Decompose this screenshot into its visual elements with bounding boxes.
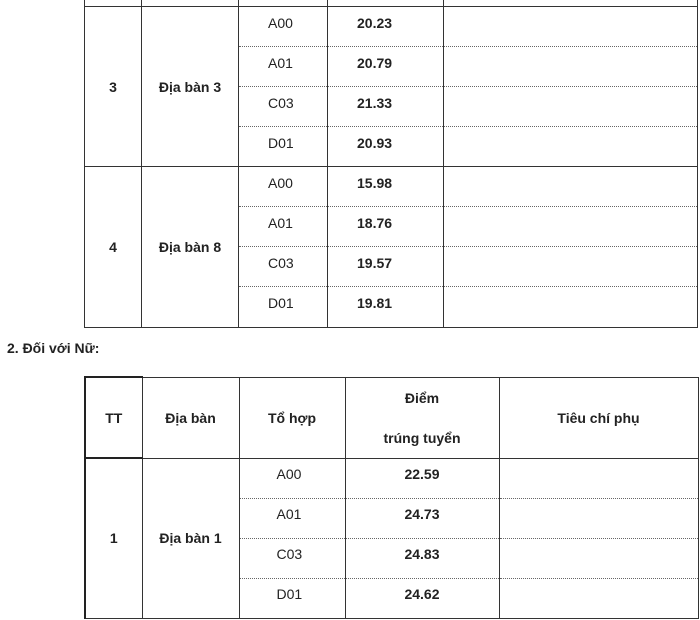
score-cell — [345, 578, 499, 618]
header-criteria: Tiêu chí phụ — [499, 377, 698, 458]
header-score-line1: Điểm — [404, 389, 440, 406]
score-value: 15.98 — [357, 174, 393, 191]
header-score — [345, 377, 499, 458]
criteria-cell — [444, 7, 698, 47]
tt-cell: 3 — [85, 7, 142, 167]
score-value: 19.57 — [357, 254, 393, 271]
score-value: 24.62 — [404, 586, 440, 602]
score-cell — [345, 458, 499, 498]
score-value: 22.59 — [404, 466, 440, 482]
combo-code: A01 — [276, 506, 302, 522]
header-score-line2: trúng tuyển — [383, 429, 461, 446]
female-admission-table — [84, 376, 699, 619]
score-cell — [328, 207, 444, 247]
score-value: 20.23 — [357, 14, 393, 31]
tt-cell: 1 — [85, 458, 142, 618]
header-tt: TT — [85, 377, 142, 458]
criteria-cell — [444, 87, 698, 127]
combo-code: D01 — [276, 586, 303, 602]
score-cell — [328, 287, 444, 328]
male-admission-table — [84, 0, 698, 328]
score-value: 21.33 — [357, 94, 393, 111]
criteria-cell — [444, 127, 698, 167]
criteria-cell — [499, 538, 698, 578]
score-value: 19.81 — [357, 295, 393, 311]
area-cell: Địa bàn 1 — [142, 458, 239, 618]
table-row — [85, 458, 698, 498]
combo-code: A01 — [268, 54, 293, 71]
combo-code: C03 — [268, 94, 294, 111]
score-value: 20.79 — [357, 54, 393, 71]
score-cell — [345, 538, 499, 578]
score-cell — [328, 7, 444, 47]
criteria-cell — [444, 47, 698, 87]
combo-cell — [239, 47, 328, 87]
criteria-cell — [444, 287, 698, 328]
table-row — [85, 167, 698, 207]
combo-cell — [239, 498, 345, 538]
score-value: 24.73 — [404, 506, 440, 522]
area-cell: Địa bàn 3 — [142, 7, 239, 167]
table-header-row — [85, 377, 698, 458]
score-cell — [328, 47, 444, 87]
combo-code: C03 — [276, 546, 303, 562]
criteria-cell — [444, 247, 698, 287]
score-cell — [345, 498, 499, 538]
score-cell — [328, 247, 444, 287]
score-cell — [328, 127, 444, 167]
criteria-cell — [499, 498, 698, 538]
criteria-cell — [499, 578, 698, 618]
combo-cell — [239, 287, 328, 328]
combo-code: A00 — [268, 14, 293, 31]
score-cell — [328, 167, 444, 207]
combo-cell — [239, 538, 345, 578]
combo-code: A00 — [276, 466, 302, 482]
score-cell — [328, 87, 444, 127]
section-heading-female: 2. Đối với Nữ: — [7, 340, 100, 356]
combo-code: A01 — [268, 214, 293, 231]
table-row — [85, 7, 698, 47]
header-area: Địa bàn — [142, 377, 239, 458]
area-cell: Địa bàn 8 — [142, 167, 239, 328]
combo-code: D01 — [268, 295, 294, 311]
score-value: 24.83 — [404, 546, 440, 562]
combo-cell — [239, 127, 328, 167]
score-value: 18.76 — [357, 214, 393, 231]
combo-cell — [239, 458, 345, 498]
criteria-cell — [499, 458, 698, 498]
combo-code: C03 — [268, 254, 294, 271]
combo-cell — [239, 578, 345, 618]
criteria-cell — [444, 207, 698, 247]
criteria-cell — [444, 167, 698, 207]
combo-cell — [239, 87, 328, 127]
combo-cell — [239, 7, 328, 47]
combo-cell — [239, 167, 328, 207]
combo-cell — [239, 207, 328, 247]
header-combo: Tổ hợp — [239, 377, 345, 458]
combo-cell — [239, 247, 328, 287]
combo-code: A00 — [268, 174, 293, 191]
tt-cell: 4 — [85, 167, 142, 328]
score-value: 20.93 — [357, 134, 393, 151]
combo-code: D01 — [268, 134, 294, 151]
